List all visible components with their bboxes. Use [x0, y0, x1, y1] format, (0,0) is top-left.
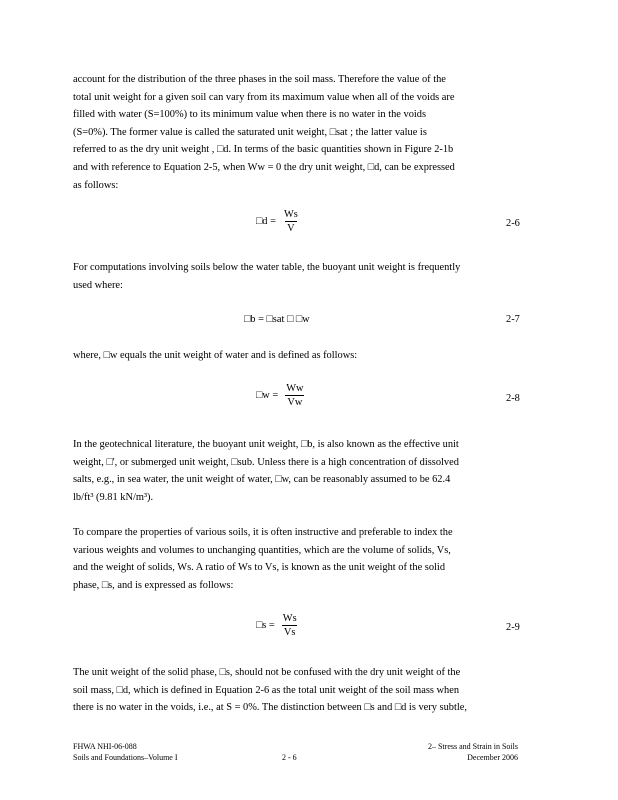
- text-line: and the weight of solids, Ws. A ratio of Ws to Vs, is known as the unit weight of the solid: [73, 562, 446, 574]
- equation-2-6: [0, 206, 618, 246]
- footer-agency: FHWA NHI-06-088: [73, 742, 137, 751]
- text-line: To compare the properties of various soils, it is often instructive and preferable to index the: [73, 527, 453, 538]
- text-line: weight, □', or submerged unit weight, □sub. Unless there is a high concentration of dissolved: [73, 456, 459, 468]
- footer-course-title: Soils and Foundations–Volume I: [73, 753, 178, 762]
- fraction: [284, 382, 305, 409]
- equation-2-8: [0, 380, 618, 420]
- text-line: The unit weight of the solid phase, □s, should not be confused with the dry unit weight of the: [73, 667, 461, 678]
- text-line: and with reference to Equation 2-5, when Ww = 0 the dry unit weight, □d, can be expressed: [73, 161, 455, 173]
- numerator: Ws: [282, 613, 297, 624]
- text-line: used where:: [73, 279, 123, 291]
- text-line: In the geotechnical literature, the buoyant unit weight, □b, is also known as the effective unit: [73, 439, 459, 450]
- footer-left: [73, 741, 178, 763]
- paragraph-compare-properties: [73, 524, 524, 594]
- text-line: For computations involving soils below the water table, the buoyant unit weight is frequently: [73, 262, 461, 273]
- footer-date: December 2006: [467, 753, 518, 762]
- footer-right: [414, 741, 518, 763]
- text-line: (S=0%). The former value is called the saturated unit weight, □sat ; the latter value is: [73, 126, 427, 138]
- text-line: as follows:: [73, 179, 119, 191]
- numerator: Ww: [286, 383, 304, 394]
- footer-page-number: 2 - 6: [282, 753, 297, 762]
- paragraph-geotechnical-literature: [73, 436, 524, 506]
- text-line: lb/ft³ (9.81 kN/m³).: [73, 491, 154, 503]
- paragraph-solid-phase: [73, 664, 524, 717]
- text-line: phase, □s, and is expressed as follows:: [73, 579, 234, 591]
- equation-lhs: □s =: [256, 620, 275, 631]
- text-line: salts, e.g., in sea water, the unit weight of water, □w, can be reasonably assumed to be 62.4: [73, 474, 451, 486]
- equation-expression: □b = □sat □ □w: [244, 314, 310, 325]
- fraction: [282, 208, 300, 235]
- equation-lhs: □w =: [256, 390, 279, 401]
- equation-number: 2-8: [506, 393, 520, 404]
- text-line: soil mass, □d, which is defined in Equation 2-6 as the total unit weight of the soil mass when: [73, 684, 460, 696]
- equation-2-7: [0, 310, 618, 350]
- equation-number: 2-6: [506, 218, 520, 229]
- equation-2-9: [0, 610, 618, 650]
- footer-chapter: 2– Stress and Strain in Soils: [427, 742, 518, 751]
- text-line: various weights and volumes to unchanging quantities, which are the volume of solids, Vs,: [73, 544, 451, 556]
- paragraph-unit-weight-intro: [73, 71, 524, 194]
- text-line: there is no water in the voids, i.e., at S = 0%. The distinction between □s and □d is very subtle,: [73, 702, 467, 714]
- text-line: referred to as the dry unit weight , □d. In terms of the basic quantities shown in Figure 2-1b: [73, 144, 454, 156]
- paragraph-water-unit-weight: [73, 347, 524, 365]
- paragraph-buoyant: [73, 259, 524, 294]
- denominator: V: [287, 223, 295, 234]
- text-line: filled with water (S=100%) to its minimum value when there is no water in the voids: [73, 109, 427, 121]
- denominator: Vs: [283, 627, 296, 638]
- equation-number: 2-7: [506, 314, 520, 325]
- fraction: [281, 612, 299, 639]
- denominator: Vw: [287, 397, 303, 408]
- text-line: total unit weight for a given soil can vary from its maximum value when all of the voids are: [73, 91, 455, 103]
- text-line: where, □w equals the unit weight of water and is defined as follows:: [73, 350, 358, 361]
- text-line: account for the distribution of the three phases in the soil mass. Therefore the value of the: [73, 74, 446, 85]
- equation-lhs: □d =: [256, 216, 276, 227]
- numerator: Ws: [283, 209, 298, 220]
- equation-number: 2-9: [506, 622, 520, 633]
